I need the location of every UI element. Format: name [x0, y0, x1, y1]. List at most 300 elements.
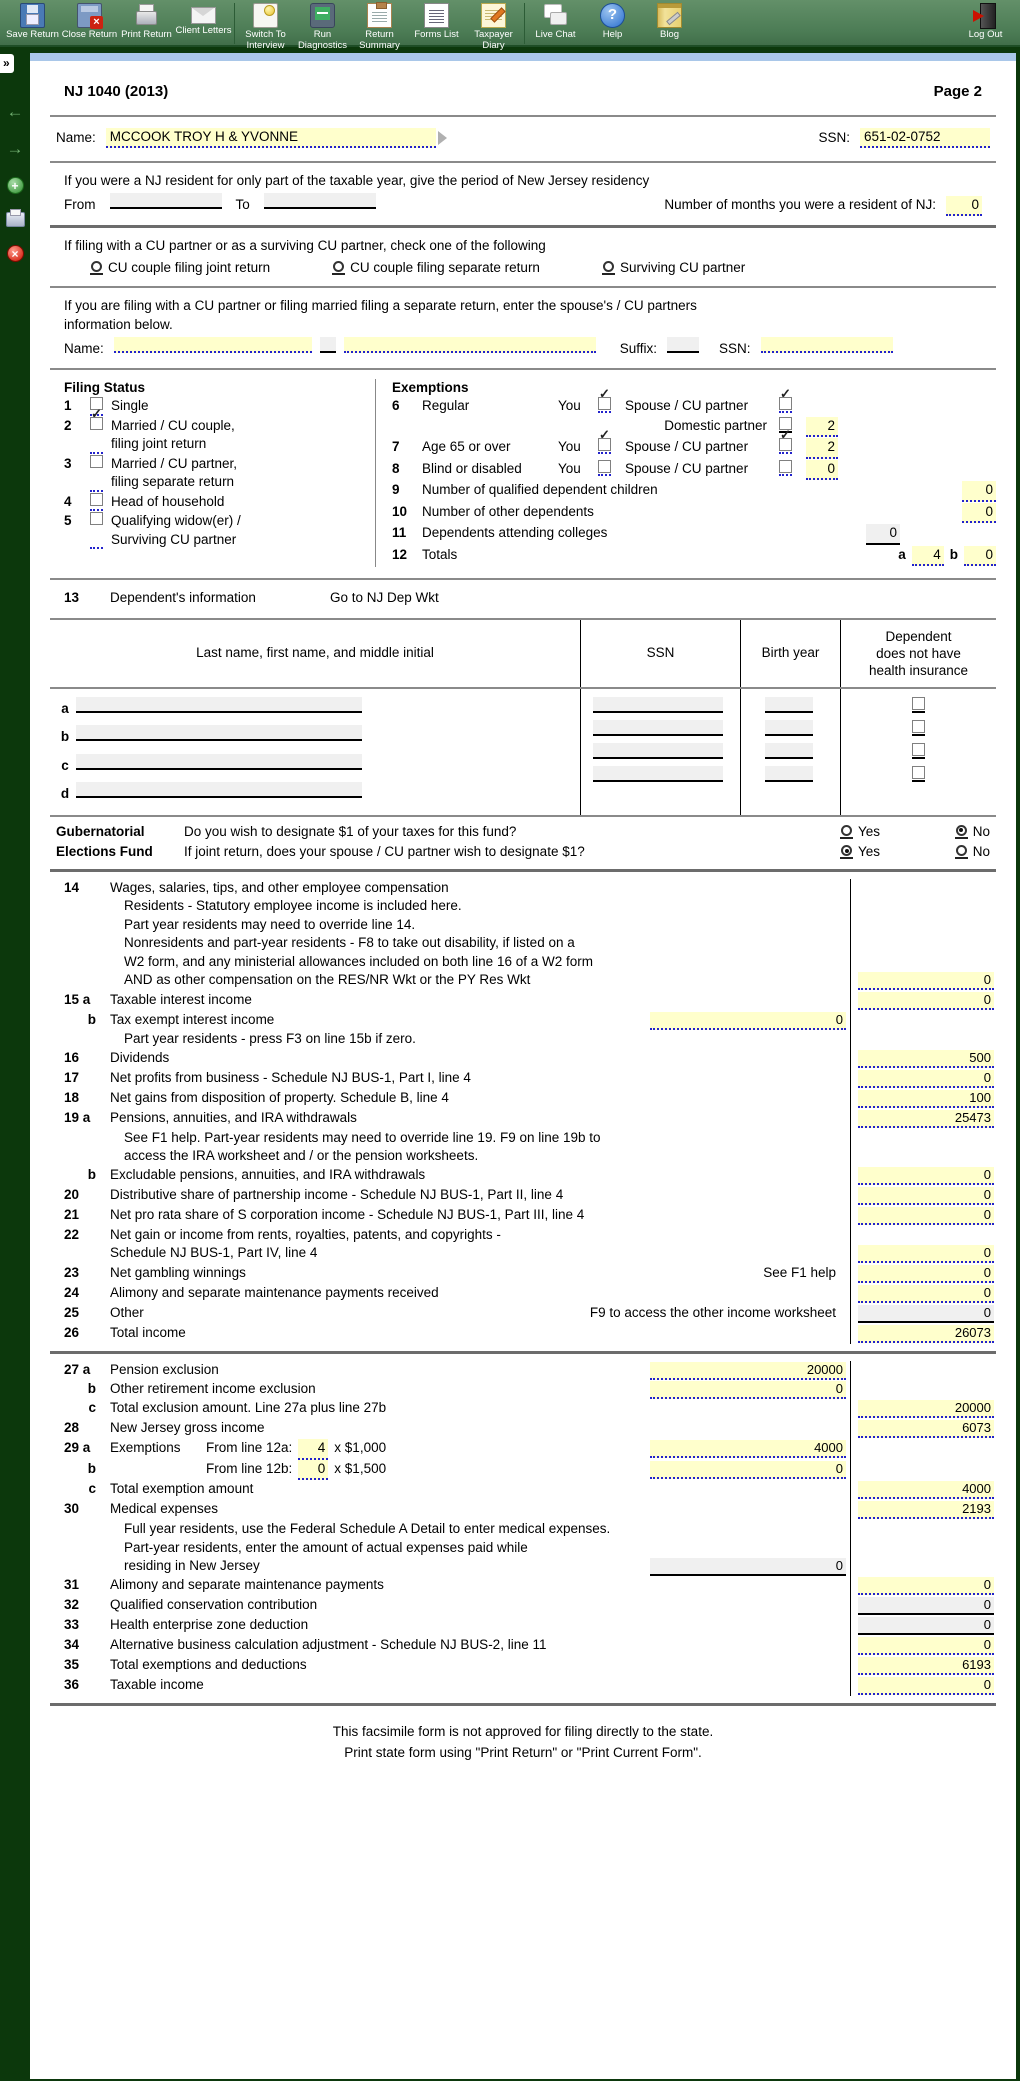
line-number: 27 a [64, 1362, 91, 1377]
row-letter: b [60, 729, 70, 744]
line23-note: See F1 help [763, 1265, 836, 1280]
line21-amount-field[interactable]: 0 [858, 1207, 994, 1225]
form-titlebar [30, 53, 1016, 61]
back-arrow-icon: ← [6, 102, 24, 121]
line27c-label: Total exclusion amount. Line 27a plus line 27b [110, 1400, 387, 1415]
row-letter: c [61, 757, 69, 773]
line33-label: Health enterprise zone deduction [110, 1617, 309, 1632]
spouse-suffix-field[interactable] [667, 337, 699, 353]
col-header-name: Last name, first name, and middle initial [196, 644, 434, 660]
no-label: No [972, 823, 990, 839]
totals-a-label: a [898, 546, 906, 562]
toolbar-separator [524, 3, 525, 44]
regular-you-checkbox[interactable] [598, 397, 611, 413]
residency-to-field[interactable] [264, 193, 376, 209]
dependent-ssn-field[interactable] [593, 697, 723, 713]
live-chat-button[interactable] [527, 2, 584, 41]
toolbar-button-label: Help [602, 29, 623, 40]
print-current-form-button[interactable] [6, 212, 25, 227]
line30-amount-field[interactable]: 2193 [858, 1501, 994, 1519]
line16-amount-field[interactable]: 500 [858, 1050, 994, 1068]
blog-icon [657, 3, 682, 28]
dependent-name-field[interactable] [76, 725, 362, 741]
line28-amount-field[interactable]: 6073 [858, 1420, 994, 1438]
dependent-name-field[interactable] [76, 754, 362, 770]
line-number: 34 [64, 1637, 80, 1652]
line29c-amount-field[interactable]: 4000 [858, 1481, 994, 1499]
blind-you-checkbox[interactable] [598, 460, 611, 476]
facsimile-notice-line1: This facsimile form is not approved for filing directly to the state. [332, 1724, 714, 1739]
dependents-table [50, 618, 996, 817]
dependent-name-field[interactable] [76, 697, 362, 713]
line-number: 22 [64, 1226, 80, 1242]
checkbox-icon [912, 766, 925, 779]
line-number: 9 [392, 482, 400, 497]
toolbar-button-label: Close Return [61, 29, 118, 40]
toolbar-button-label: Switch To Interview [245, 29, 286, 51]
dependent-birth-year-field[interactable] [765, 766, 813, 782]
checkbox-checked-icon [598, 438, 611, 451]
toolbar-button-label: Return Summary [359, 29, 400, 51]
line29a-label: Exemptions [110, 1440, 181, 1455]
close-return-button[interactable] [61, 2, 118, 41]
line25-note: F9 to access the other income worksheet [589, 1305, 836, 1320]
log-out-button[interactable] [957, 2, 1014, 41]
totals-b-label: b [949, 546, 958, 562]
gubernatorial-q1: Do you wish to designate $1 of your taxes for this fund? [184, 823, 517, 839]
dependent-ssn-field[interactable] [593, 720, 723, 736]
exemptions-section [376, 379, 996, 568]
line-number: 10 [392, 503, 408, 519]
line29b-mult-label: x $1,500 [334, 1460, 387, 1476]
line29c-label: Total exemption amount [110, 1481, 254, 1496]
line-number: 3 [64, 455, 72, 471]
expand-panel-button[interactable] [0, 54, 14, 73]
client-letters-button[interactable] [175, 2, 232, 37]
age65-spouse-checkbox[interactable] [779, 438, 792, 454]
line14-sub: Part year residents may need to override line 14. [124, 916, 416, 932]
spouse-initial-field[interactable] [320, 337, 336, 353]
line-number: 21 [64, 1206, 80, 1222]
chat-icon [543, 3, 568, 28]
close-form-button[interactable] [7, 245, 24, 262]
plus-icon: + [11, 178, 19, 193]
line14-sub: W2 form, and any ministerial allowances included on both line 16 of a W2 form [124, 953, 593, 969]
add-form-button[interactable] [7, 177, 24, 194]
line-number: 16 [64, 1049, 80, 1065]
checkbox-icon [912, 697, 925, 710]
married-joint-label2: filing joint return [111, 436, 207, 451]
checkbox-checked-icon [90, 417, 103, 430]
chevrons-right-icon: » [3, 56, 10, 70]
line20-amount-field[interactable]: 0 [858, 1187, 994, 1205]
line-number: b [87, 1166, 96, 1182]
gubernatorial-q2: If joint return, does your spouse / CU partner wish to designate $1? [184, 844, 585, 859]
cu-separate-radio[interactable] [332, 261, 345, 275]
cu-joint-radio[interactable] [90, 261, 103, 275]
age65-you-checkbox[interactable] [598, 438, 611, 454]
line30-label: Medical expenses [110, 1501, 219, 1516]
line31-amount-field[interactable]: 0 [858, 1577, 994, 1595]
line29a-amount-field[interactable]: 4000 [650, 1440, 846, 1458]
dependent-birth-year-field[interactable] [765, 743, 813, 759]
dependent-ssn-field[interactable] [593, 743, 723, 759]
line-number: 32 [64, 1597, 80, 1612]
line33-amount-field: 0 [858, 1617, 994, 1635]
single-label: Single [111, 398, 149, 413]
line14-sub: Residents - Statutory employee income is included here. [124, 898, 462, 913]
months-resident-field[interactable]: 0 [946, 196, 982, 217]
line-number: 33 [64, 1617, 80, 1632]
from-label: From [64, 196, 96, 212]
no-insurance-checkbox[interactable] [912, 766, 925, 782]
col-header-birth-year: Birth year [740, 620, 840, 687]
regular-count-field[interactable]: 2 [806, 417, 838, 438]
forms-list-button[interactable] [408, 2, 465, 41]
checkbox-checked-icon [779, 438, 792, 451]
gub-you-yes-radio[interactable] [840, 825, 853, 839]
line23-label: Net gambling winnings [110, 1265, 246, 1280]
top-toolbar [0, 0, 1020, 51]
toolbar-separator [234, 3, 235, 44]
toolbar-button-label: Save Return [6, 29, 59, 40]
checkbox-icon [912, 743, 925, 756]
line-number: 4 [64, 493, 72, 509]
dependent-birth-year-field[interactable] [765, 697, 813, 713]
spouse-cu-label: Spouse / CU partner [625, 460, 749, 476]
line-number: 29 a [64, 1440, 91, 1455]
checkbox-icon [90, 493, 103, 506]
line-number: 2 [64, 417, 72, 433]
blog-button[interactable] [641, 2, 698, 41]
dependent-ssn-field[interactable] [593, 766, 723, 782]
line25-amount-field: 0 [858, 1305, 994, 1323]
col-header-insurance-line2: does not have [876, 645, 961, 661]
line32-label: Qualified conservation contribution [110, 1597, 318, 1612]
dependent-birth-year-field[interactable] [765, 720, 813, 736]
residency-from-field[interactable] [110, 193, 222, 209]
ssn-label: SSN: [818, 129, 850, 145]
line-number: 23 [64, 1265, 80, 1280]
envelope-icon [191, 7, 216, 24]
line19b-amount-field[interactable]: 0 [858, 1167, 994, 1185]
line29b-count-field[interactable]: 0 [298, 1460, 328, 1481]
line18-amount-field[interactable]: 100 [858, 1090, 994, 1108]
line22-amount-field[interactable]: 0 [858, 1245, 994, 1263]
toolbar-button-label: Forms List [414, 29, 459, 40]
suffix-label: Suffix: [619, 341, 658, 356]
line15b-sub: Part year residents - press F3 on line 15b if zero. [124, 1031, 416, 1046]
line17-label: Net profits from business - Schedule NJ BUS-1, Part I, line 4 [110, 1069, 471, 1085]
interview-icon [253, 3, 278, 28]
taxpayer-diary-button[interactable] [465, 2, 522, 51]
line-number: 24 [64, 1285, 80, 1300]
spouse-ssn-field[interactable] [761, 337, 893, 353]
cu-surviving-radio[interactable] [602, 261, 615, 275]
help-button[interactable] [584, 2, 641, 41]
toolbar-button-label: Live Chat [535, 29, 576, 40]
line28-label: New Jersey gross income [110, 1420, 265, 1435]
line36-label: Taxable income [110, 1677, 204, 1692]
radio-icon [956, 845, 967, 856]
line19b-label: Excludable pensions, annuities, and IRA withdrawals [110, 1166, 426, 1182]
close-icon: × [11, 246, 19, 261]
line23-amount-field[interactable]: 0 [858, 1265, 994, 1283]
col-header-ssn: SSN [580, 620, 740, 687]
regular-label: Regular [422, 398, 470, 413]
line-number: 31 [64, 1577, 80, 1592]
married-joint-label: Married / CU couple, [111, 417, 235, 433]
row-letter: a [61, 700, 69, 716]
line-number: 19 a [64, 1109, 91, 1125]
toolbar-button-label: Taxpayer Diary [474, 29, 513, 51]
page-number: Page 2 [933, 83, 982, 100]
taxpayer-name-field[interactable]: MCCOOK TROY H & YVONNE [106, 128, 436, 149]
line30-sub: Full year residents, use the Federal Schedule A Detail to enter medical expenses. [124, 1521, 611, 1536]
gub-you-no-radio[interactable] [955, 825, 968, 839]
other-dependents-field[interactable]: 0 [962, 503, 996, 524]
totals-label: Totals [422, 546, 458, 562]
line15b-label: Tax exempt interest income [110, 1012, 275, 1027]
widow-label2: Surviving CU partner [111, 531, 237, 547]
line15a-amount-field[interactable]: 0 [858, 992, 994, 1010]
spouse-name-label: Name: [64, 341, 104, 356]
line14-amount-field[interactable]: 0 [858, 972, 994, 990]
you-label: You [558, 460, 581, 476]
totals-b-field[interactable]: 0 [964, 546, 996, 567]
line27a-label: Pension exclusion [110, 1362, 219, 1377]
line-number: 20 [64, 1186, 80, 1202]
line27a-amount-field[interactable]: 20000 [650, 1362, 846, 1380]
cu-separate-label: CU couple filing separate return [350, 259, 540, 275]
line-number: b [87, 1012, 96, 1027]
yes-label: Yes [858, 844, 881, 859]
line-number: c [88, 1481, 96, 1496]
totals-a-field[interactable]: 4 [912, 546, 944, 567]
widow-checkbox[interactable] [90, 512, 103, 549]
line15b-amount-field[interactable]: 0 [650, 1012, 846, 1030]
no-insurance-checkbox[interactable] [912, 720, 925, 736]
line19a-sub: access the IRA worksheet and / or the pension worksheets. [124, 1148, 479, 1163]
no-insurance-checkbox[interactable] [912, 743, 925, 759]
forward-arrow-button[interactable] [7, 140, 24, 157]
line34-amount-field[interactable]: 0 [858, 1637, 994, 1655]
gub-spouse-yes-radio[interactable] [840, 845, 853, 859]
col-header-insurance [840, 620, 996, 687]
filing-status-section [64, 379, 376, 568]
line-number: 1 [64, 398, 72, 413]
line-number: 28 [64, 1420, 80, 1435]
you-label: You [558, 398, 581, 413]
dependents-info-label: Dependent's information [110, 590, 256, 605]
dependent-name-field[interactable] [76, 782, 362, 798]
line-number: 35 [64, 1657, 80, 1672]
checkbox-checked-icon [598, 397, 611, 410]
domestic-partner-label: Domestic partner [664, 417, 767, 433]
regular-spouse-checkbox[interactable] [779, 397, 792, 413]
head-of-household-label: Head of household [111, 493, 225, 509]
line29b-amount-field[interactable]: 0 [650, 1461, 846, 1479]
checkbox-icon [90, 512, 103, 525]
line14-sub: AND as other compensation on the RES/NR Wkt or the PY Res Wkt [124, 972, 531, 987]
checkbox-icon [598, 460, 611, 473]
line30-sub: Part-year residents, enter the amount of actual expenses paid while [124, 1539, 528, 1555]
line-number: 15 a [64, 992, 91, 1007]
married-separate-checkbox[interactable] [90, 455, 103, 492]
back-arrow-button[interactable] [7, 103, 24, 120]
facsimile-notice-line2: Print state form using "Print Return" or "Print Current Form". [344, 1745, 702, 1760]
married-separate-label2: filing separate return [111, 474, 235, 489]
line22-label: Net gain or income from rents, royalties, patents, and copyrights - [110, 1226, 501, 1242]
residency-instruction: If you were a NJ resident for only part of the taxable year, give the period of New Jersey residency [64, 173, 650, 188]
line24-amount-field[interactable]: 0 [858, 1285, 994, 1303]
printer-icon [134, 3, 159, 28]
other-dependents-label: Number of other dependents [422, 503, 594, 519]
line-number: 18 [64, 1089, 80, 1105]
checkbox-icon [779, 460, 792, 473]
col-header-insurance-line1: Dependent [885, 628, 952, 644]
toolbar-button-label: Log Out [968, 29, 1003, 40]
months-resident-label: Number of months you were a resident of NJ: [664, 196, 936, 212]
cu-joint-label: CU couple filing joint return [108, 259, 271, 275]
radio-icon [91, 261, 102, 272]
married-separate-label: Married / CU partner, [111, 455, 238, 471]
dependents-college-field: 0 [866, 524, 900, 545]
radio-icon [333, 261, 344, 272]
no-insurance-checkbox[interactable] [912, 697, 925, 713]
line19a-amount-field[interactable]: 25473 [858, 1110, 994, 1128]
head-of-household-checkbox[interactable] [90, 493, 103, 512]
radio-icon [603, 261, 614, 272]
age65-label: Age 65 or over [422, 439, 511, 454]
run-diagnostics-button[interactable] [294, 2, 351, 51]
checkbox-icon [90, 455, 103, 468]
line-number: 17 [64, 1069, 80, 1085]
field-arrow-icon [438, 131, 447, 145]
line21-label: Net pro rata share of S corporation income - Schedule NJ BUS-1, Part III, line 4 [110, 1206, 585, 1222]
dependents-college-label: Dependents attending colleges [422, 525, 608, 540]
go-to-dep-wkt-link[interactable]: Go to NJ Dep Wkt [330, 590, 439, 605]
you-label: You [558, 439, 581, 454]
line15a-label: Taxable interest income [110, 992, 252, 1007]
forward-arrow-icon: → [6, 139, 24, 158]
gub-spouse-no-radio[interactable] [955, 845, 968, 859]
blind-label: Blind or disabled [422, 460, 522, 476]
spouse-instruction-line2: information below. [64, 316, 173, 332]
blind-spouse-checkbox[interactable] [779, 460, 792, 476]
line-number: b [87, 1460, 96, 1476]
spouse-cu-label: Spouse / CU partner [625, 398, 749, 413]
line32-amount-field: 0 [858, 1597, 994, 1615]
row-letter: d [60, 786, 70, 801]
forms-list-icon [424, 3, 449, 28]
line35-amount-field[interactable]: 6193 [858, 1657, 994, 1675]
name-label: Name: [56, 129, 96, 145]
return-summary-button[interactable] [351, 2, 408, 51]
no-label: No [972, 844, 990, 859]
line-number: 11 [392, 525, 407, 540]
toolbar-button-label: Client Letters [175, 25, 232, 36]
spouse-cu-label: Spouse / CU partner [625, 439, 749, 454]
yes-label: Yes [858, 823, 881, 839]
spouse-instruction-line1: If you are filing with a CU partner or filing married filing a separate return, enter the spouse's / CU partners [64, 298, 697, 313]
income-block [50, 879, 996, 1345]
close-return-icon [77, 3, 102, 28]
line26-label: Total income [110, 1325, 186, 1340]
to-label: To [235, 196, 250, 212]
line24-label: Alimony and separate maintenance payments received [110, 1285, 439, 1300]
help-icon [600, 3, 625, 28]
line-number: 8 [392, 460, 400, 476]
line27c-amount-field[interactable]: 20000 [858, 1400, 994, 1418]
gubernatorial-title: Gubernatorial [56, 823, 145, 839]
line-number: 6 [392, 398, 400, 413]
exemptions-title: Exemptions [392, 379, 469, 395]
checkbox-icon [912, 720, 925, 733]
line22-label2: Schedule NJ BUS-1, Part IV, line 4 [110, 1245, 318, 1260]
line-number: 25 [64, 1305, 80, 1320]
line16-label: Dividends [110, 1049, 170, 1065]
line29a-count-field[interactable]: 4 [298, 1439, 328, 1460]
line27b-label: Other retirement income exclusion [110, 1381, 316, 1396]
line29a-mult-label: x $1,000 [334, 1440, 387, 1455]
switch-to-interview-button[interactable] [237, 2, 294, 51]
line29b-from-label: From line 12b: [206, 1460, 293, 1476]
line-number: 30 [64, 1501, 80, 1516]
line-number: 13 [64, 590, 80, 605]
line26-amount-field[interactable]: 26073 [858, 1325, 994, 1343]
blind-count-field[interactable]: 0 [806, 460, 838, 481]
line14-label: Wages, salaries, tips, and other employee compensation [110, 879, 449, 895]
logout-icon [973, 3, 998, 28]
col-header-insurance-line3: health insurance [868, 662, 969, 678]
line14-sub: Nonresidents and part-year residents - F8 to take out disability, if listed on a [124, 935, 575, 950]
line25-label: Other [110, 1305, 144, 1320]
line29a-from-label: From line 12a: [206, 1440, 293, 1455]
line-number: 36 [64, 1677, 80, 1692]
line34-label: Alternative business calculation adjustment - Schedule NJ BUS-2, line 11 [110, 1637, 547, 1652]
married-joint-checkbox[interactable] [90, 417, 103, 454]
save-return-button[interactable] [4, 2, 61, 41]
checkbox-checked-icon [779, 397, 792, 410]
radio-selected-icon [956, 825, 967, 836]
toolbar-button-label: Blog [659, 29, 679, 40]
line27b-amount-field[interactable]: 0 [650, 1381, 846, 1399]
line-number: 7 [392, 439, 400, 454]
diary-icon [481, 3, 506, 28]
line36-amount-field[interactable]: 0 [858, 1677, 994, 1695]
cu-filing-instruction: If filing with a CU partner or as a surviving CU partner, check one of the following [64, 238, 546, 253]
line17-amount-field[interactable]: 0 [858, 1070, 994, 1088]
line-number: 14 [64, 879, 80, 895]
save-icon [20, 3, 45, 28]
taxpayer-ssn-field[interactable]: 651-02-0752 [860, 128, 990, 149]
line18-label: Net gains from disposition of property. Schedule B, line 4 [110, 1089, 449, 1105]
line-number: c [88, 1400, 96, 1415]
line35-label: Total exemptions and deductions [110, 1657, 307, 1672]
line19a-label: Pensions, annuities, and IRA withdrawals [110, 1109, 357, 1125]
spouse-last-name-field[interactable] [114, 337, 312, 353]
dependent-children-field[interactable]: 0 [962, 481, 996, 502]
print-return-button[interactable] [118, 2, 175, 41]
spouse-first-name-field[interactable] [344, 337, 596, 353]
age65-count-field[interactable]: 2 [806, 438, 838, 459]
line-number: 26 [64, 1325, 80, 1340]
nj1040-form [30, 61, 1016, 2079]
dependent-children-label: Number of qualified dependent children [422, 482, 658, 497]
line30-nj-expenses-field: 0 [650, 1558, 846, 1576]
diagnostics-icon [310, 3, 335, 28]
